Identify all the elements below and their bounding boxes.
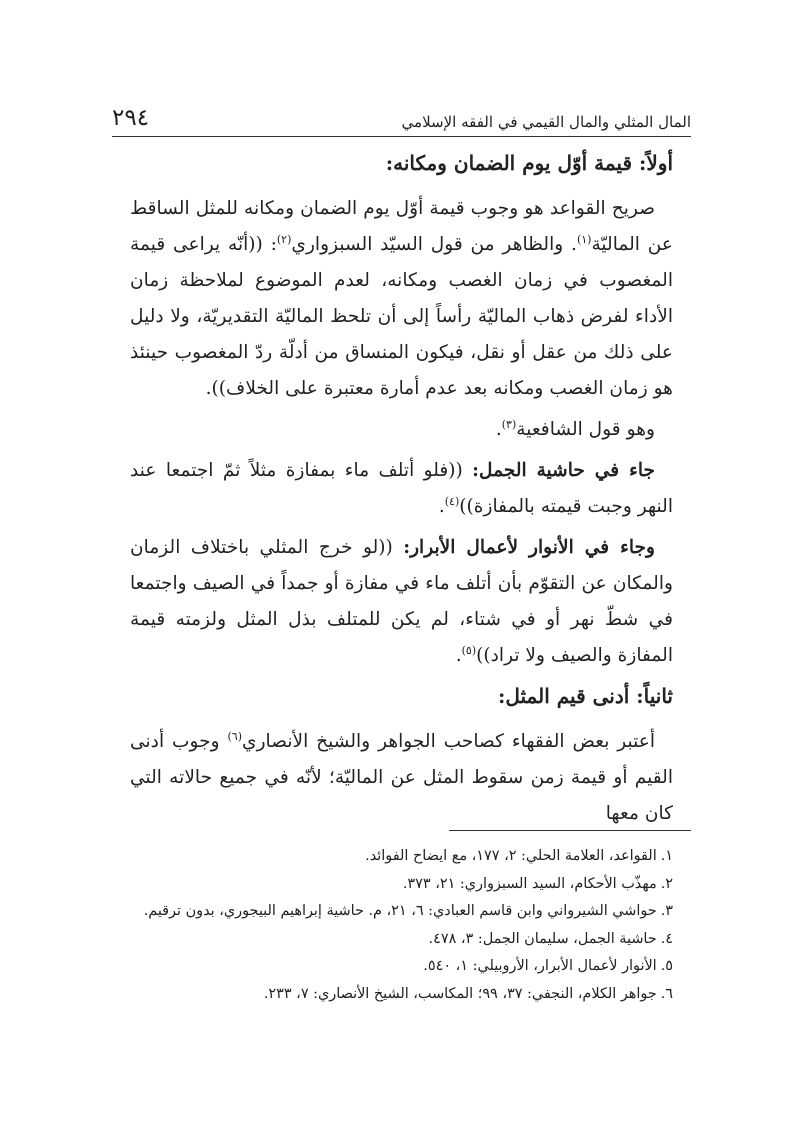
footnote-ref-4[interactable]: (٤) bbox=[444, 494, 460, 508]
footnote-text: حاشية الجمل، سليمان الجمل: ٣، ٤٧٨. bbox=[428, 930, 657, 947]
main-text bbox=[130, 146, 673, 837]
footnote-item bbox=[130, 871, 673, 899]
footnote-ref-5[interactable]: (٥) bbox=[461, 643, 477, 657]
footnote-number: ٣. bbox=[660, 903, 673, 919]
text-run: . bbox=[438, 496, 445, 517]
page-number: ٢٩٤ bbox=[112, 105, 150, 131]
footnote-number: ٦. bbox=[660, 985, 673, 1002]
footnote-number: ٤. bbox=[660, 930, 673, 947]
text-run: ((لو خرج المثلي باختلاف الزمان والمكان عن التقوّم بأن أتلف ماء في مفازة أو جمداً في الصيف واجتمعا في شطّ نهر أو في شتاء، لم يكن للمتلف بذل المثل ولزمته قيمة المفازة والصيف ولا تراد)) bbox=[130, 537, 673, 666]
footnote-ref-3[interactable]: (٣) bbox=[501, 417, 517, 431]
footnote-number: ٢. bbox=[660, 875, 673, 892]
section-heading-second: ثانياً: أدنى قيم المثل: bbox=[497, 684, 673, 708]
footnote-item bbox=[130, 843, 673, 871]
paragraph-shafii bbox=[130, 412, 673, 448]
text-run: . bbox=[495, 419, 502, 440]
section-heading-first: أولاً: قيمة أوّل يوم الضمان ومكانه: bbox=[385, 151, 673, 175]
paragraph-qawaid bbox=[130, 191, 673, 407]
footnotes bbox=[130, 843, 673, 1008]
footnote-text: مهذّب الأحكام، السيد السبزواري: ٢١، ٣٧٣. bbox=[402, 875, 657, 892]
footnote-text: القواعد، العلامة الحلي: ٢، ١٧٧، مع ايضاح الفوائد. bbox=[365, 848, 657, 864]
footnote-item bbox=[130, 898, 673, 926]
paragraph-hashiyat-al-jamal bbox=[130, 453, 673, 525]
text-run: وجوب أدنى القيم أو قيمة زمن سقوط المثل عن الماليّة؛ لأنّه في جميع حالاته التي كان معها bbox=[130, 731, 673, 824]
source-title: جاء في حاشية الجمل: bbox=[472, 460, 655, 481]
paragraph-al-anwar bbox=[130, 530, 673, 674]
text-run: وهو قول الشافعية bbox=[516, 419, 655, 440]
running-title: المال المثلي والمال القيمي في الفقه الإسلامي bbox=[401, 113, 691, 131]
source-title: وجاء في الأنوار لأعمال الأبرار: bbox=[403, 537, 655, 558]
text-run: ((فلو أتلف ماء بمفازة مثلاً ثمّ اجتمعا عند النهر وجبت قيمته بالمفازة)) bbox=[130, 460, 673, 517]
paragraph-adna-al-qiyam bbox=[130, 724, 673, 832]
footnote-ref-2[interactable]: (٢) bbox=[276, 232, 292, 246]
footnote-item bbox=[130, 981, 673, 1009]
footnote-number: ١. bbox=[660, 848, 673, 864]
footnote-ref-6[interactable]: (٦) bbox=[227, 729, 243, 743]
text-run: أعتبر بعض الفقهاء كصاحب الجواهر والشيخ الأنصاري bbox=[242, 731, 656, 752]
running-head bbox=[112, 96, 691, 137]
footnote-number: ٥. bbox=[660, 958, 673, 974]
footnote-text: حواشي الشيرواني وابن قاسم العبادي: ٦، ٢١، م. حاشية إبراهيم البيجوري، بدون ترقيم. bbox=[143, 903, 657, 919]
footnote-item bbox=[130, 926, 673, 954]
footnote-ref-1[interactable]: (١) bbox=[576, 232, 592, 246]
footnote-text: جواهر الكلام، النجفي: ٣٧، ٩٩؛ المكاسب، الشيخ الأنصاري: ٧، ٢٣٣. bbox=[263, 985, 657, 1002]
text-run: صريح القواعد هو وجوب قيمة أوّل يوم الضمان ومكانه للمثل الساقط عن الماليّة bbox=[130, 198, 673, 255]
text-run: . bbox=[455, 645, 462, 666]
footnote-divider bbox=[449, 830, 691, 831]
footnote-text: الأنوار لأعمال الأبرار، الأروبيلي: ١، ٥٤٠. bbox=[423, 958, 657, 974]
text-run: : ((أنّه يراعى قيمة المغصوب في زمان الغصب ومكانه، لعدم الموضوع لملاحظة زمان الأداء لفرض ذهاب الماليّة رأساً إلى أن تلحظ الماليّة التقديريّة، ولا دليل على ذلك من عقل أو نقل، فيكون المنساق من أدلّة ردّ المغصوب حينئذ هو زمان الغصب ومكانه بعد عدم أمارة معتبرة على الخلاف)). bbox=[130, 234, 673, 399]
footnote-item bbox=[130, 953, 673, 981]
text-run: . والظاهر من قول السيّد السبزواري bbox=[291, 234, 577, 255]
